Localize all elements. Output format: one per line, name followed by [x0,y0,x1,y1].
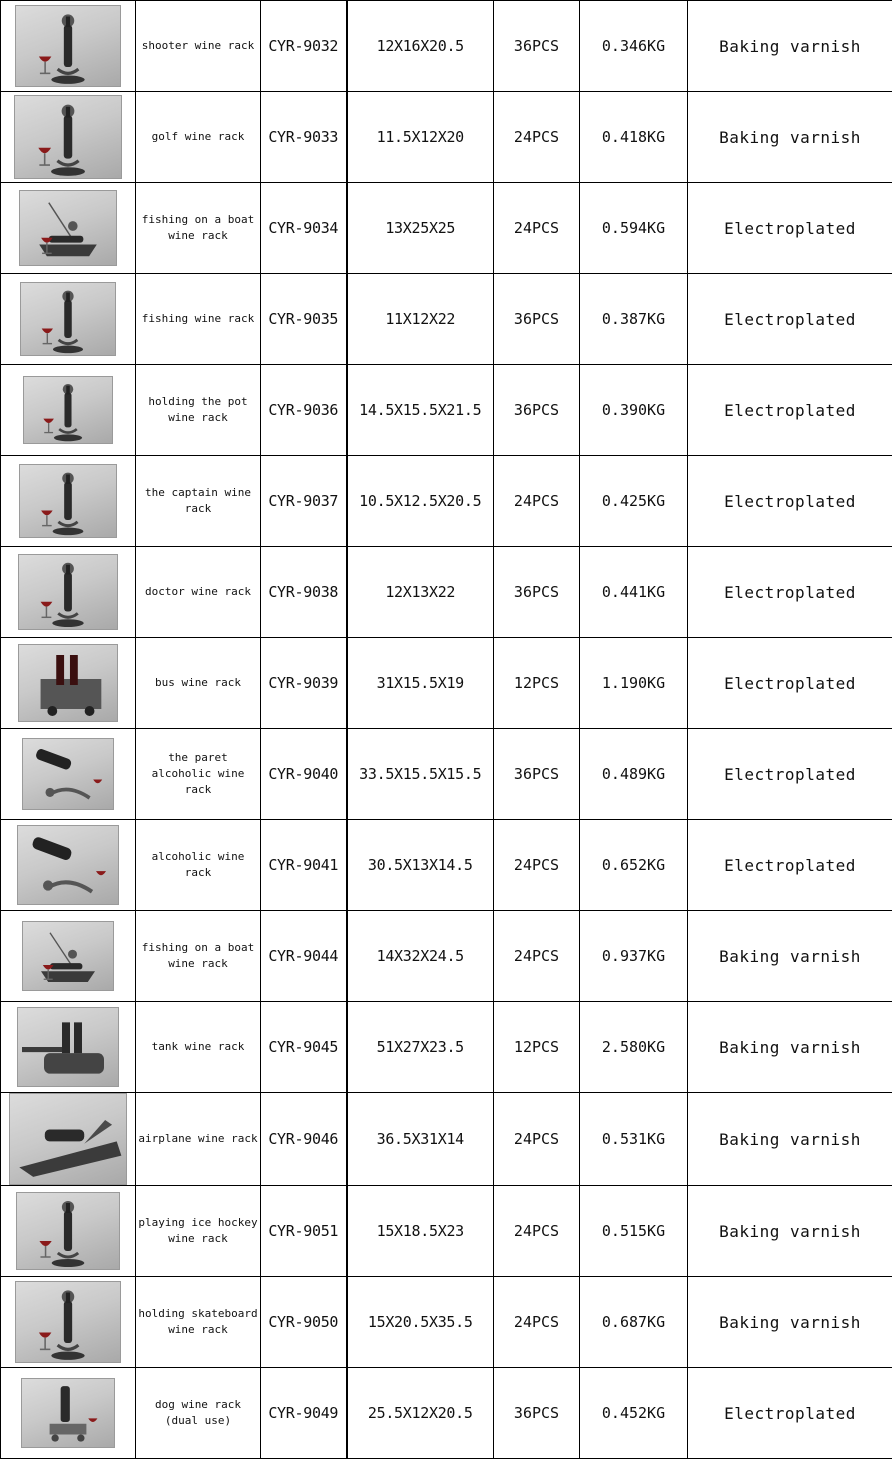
product-photo [19,190,117,266]
product-finish: Baking varnish [688,1277,892,1368]
product-weight: 0.687KG [580,1277,688,1368]
product-quantity: 24PCS [494,456,580,547]
product-dimensions: 14.5X15.5X21.5 [347,365,494,456]
product-name: the captain wine rack [136,456,261,547]
product-quantity: 12PCS [494,1002,580,1093]
product-dimensions: 15X18.5X23 [347,1186,494,1277]
product-quantity: 24PCS [494,820,580,911]
product-photo [16,1192,120,1270]
product-finish: Electroplated [688,547,892,638]
product-quantity: 24PCS [494,1277,580,1368]
product-dimensions: 14X32X24.5 [347,911,494,1002]
product-dimensions: 36.5X31X14 [347,1093,494,1186]
table-row [1,729,892,820]
product-photo [19,464,117,538]
product-weight: 0.387KG [580,274,688,365]
product-weight: 0.441KG [580,547,688,638]
product-name: fishing wine rack [136,274,261,365]
product-code: CYR-9041 [261,820,347,911]
photo-cell [1,911,136,1002]
product-code: CYR-9036 [261,365,347,456]
product-photo [9,1093,127,1185]
table-row [1,1277,892,1368]
product-code: CYR-9039 [261,638,347,729]
product-finish: Baking varnish [688,1186,892,1277]
product-weight: 0.594KG [580,183,688,274]
product-quantity: 36PCS [494,547,580,638]
product-quantity: 24PCS [494,1186,580,1277]
product-code: CYR-9050 [261,1277,347,1368]
photo-cell [1,92,136,183]
product-code: CYR-9046 [261,1093,347,1186]
product-finish: Baking varnish [688,1002,892,1093]
table-row [1,911,892,1002]
product-finish: Baking varnish [688,92,892,183]
product-rows [1,1,892,1459]
product-code: CYR-9033 [261,92,347,183]
product-quantity: 12PCS [494,638,580,729]
product-dimensions: 25.5X12X20.5 [347,1368,494,1459]
product-quantity: 24PCS [494,183,580,274]
product-weight: 0.531KG [580,1093,688,1186]
product-name: fishing on a boat wine rack [136,911,261,1002]
table-row [1,638,892,729]
product-name: bus wine rack [136,638,261,729]
product-photo [17,1007,119,1087]
photo-cell [1,183,136,274]
product-photo [15,1281,121,1363]
photo-cell [1,729,136,820]
product-quantity: 36PCS [494,274,580,365]
product-quantity: 36PCS [494,1368,580,1459]
table-row [1,365,892,456]
table-row [1,547,892,638]
photo-cell [1,1093,136,1186]
product-name: holding the pot wine rack [136,365,261,456]
photo-cell [1,274,136,365]
product-finish: Electroplated [688,1368,892,1459]
product-name: alcoholic wine rack [136,820,261,911]
product-quantity: 24PCS [494,911,580,1002]
product-weight: 0.346KG [580,1,688,92]
product-weight: 0.652KG [580,820,688,911]
product-finish: Electroplated [688,183,892,274]
product-weight: 2.580KG [580,1002,688,1093]
product-dimensions: 30.5X13X14.5 [347,820,494,911]
product-photo [23,376,113,444]
product-dimensions: 15X20.5X35.5 [347,1277,494,1368]
product-dimensions: 11.5X12X20 [347,92,494,183]
product-photo [22,921,114,991]
product-finish: Baking varnish [688,1093,892,1186]
photo-cell [1,456,136,547]
photo-cell [1,1,136,92]
table-row [1,183,892,274]
product-code: CYR-9051 [261,1186,347,1277]
product-name: airplane wine rack [136,1093,261,1186]
photo-cell [1,1277,136,1368]
table-row [1,274,892,365]
photo-cell [1,638,136,729]
product-code: CYR-9037 [261,456,347,547]
product-code: CYR-9035 [261,274,347,365]
product-dimensions: 31X15.5X19 [347,638,494,729]
product-code: CYR-9045 [261,1002,347,1093]
photo-cell [1,365,136,456]
product-name: playing ice hockey wine rack [136,1186,261,1277]
product-dimensions: 11X12X22 [347,274,494,365]
product-dimensions: 12X13X22 [347,547,494,638]
table-row [1,1002,892,1093]
product-code: CYR-9032 [261,1,347,92]
product-name: doctor wine rack [136,547,261,638]
table-row [1,456,892,547]
product-name: holding skateboard wine rack [136,1277,261,1368]
product-finish: Electroplated [688,365,892,456]
product-weight: 0.452KG [580,1368,688,1459]
product-quantity: 36PCS [494,365,580,456]
product-name: dog wine rack (dual use) [136,1368,261,1459]
product-quantity: 36PCS [494,729,580,820]
product-photo [14,95,122,179]
photo-cell [1,547,136,638]
product-quantity: 24PCS [494,92,580,183]
product-dimensions: 51X27X23.5 [347,1002,494,1093]
product-name: tank wine rack [136,1002,261,1093]
table-row [1,1368,892,1459]
product-code: CYR-9038 [261,547,347,638]
product-weight: 0.515KG [580,1186,688,1277]
product-finish: Electroplated [688,820,892,911]
product-dimensions: 13X25X25 [347,183,494,274]
product-photo [15,5,121,87]
photo-cell [1,820,136,911]
product-name: shooter wine rack [136,1,261,92]
product-photo [20,282,116,356]
product-quantity: 24PCS [494,1093,580,1186]
table-row [1,1186,892,1277]
product-name: golf wine rack [136,92,261,183]
photo-cell [1,1002,136,1093]
photo-cell [1,1186,136,1277]
product-dimensions: 10.5X12.5X20.5 [347,456,494,547]
product-weight: 0.425KG [580,456,688,547]
product-photo [22,738,114,810]
product-code: CYR-9040 [261,729,347,820]
product-dimensions: 12X16X20.5 [347,1,494,92]
product-photo [18,644,118,722]
product-quantity: 36PCS [494,1,580,92]
product-weight: 0.489KG [580,729,688,820]
product-code: CYR-9034 [261,183,347,274]
table-row [1,1,892,92]
product-finish: Baking varnish [688,1,892,92]
product-weight: 0.418KG [580,92,688,183]
table-row [1,92,892,183]
photo-cell [1,1368,136,1459]
product-photo [17,825,119,905]
product-finish: Electroplated [688,456,892,547]
product-finish: Electroplated [688,638,892,729]
product-weight: 0.390KG [580,365,688,456]
table-row [1,1093,892,1186]
product-dimensions: 33.5X15.5X15.5 [347,729,494,820]
product-finish: Baking varnish [688,911,892,1002]
product-name: the paret alcoholic wine rack [136,729,261,820]
product-code: CYR-9049 [261,1368,347,1459]
product-photo [18,554,118,630]
table-row [1,820,892,911]
product-weight: 1.190KG [580,638,688,729]
product-weight: 0.937KG [580,911,688,1002]
product-finish: Electroplated [688,274,892,365]
product-finish: Electroplated [688,729,892,820]
product-code: CYR-9044 [261,911,347,1002]
product-photo [21,1378,115,1448]
product-name: fishing on a boat wine rack [136,183,261,274]
